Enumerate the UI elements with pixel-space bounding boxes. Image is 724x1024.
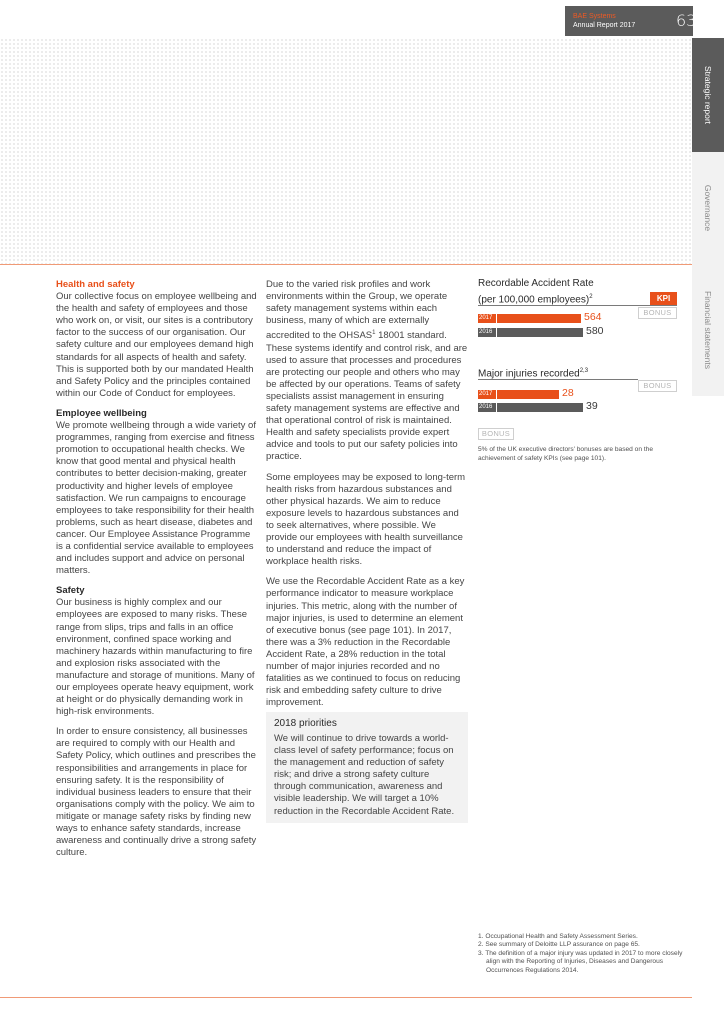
kpi-bonus-note: 5% of the UK executive directors' bonuses are based on the achievement of safety KPIs (see page 101). [478, 446, 653, 462]
safety-systems-text-a: Due to the varied risk profiles and work environments within the Group, we operate safety management systems within each business, many of which are externally accredited to the OHSAS [266, 279, 448, 342]
bottom-divider-rule [0, 997, 692, 998]
footnote-item: 1. Occupational Health and Safety Assessment Series. [478, 933, 638, 940]
accident-rate-paragraph: We use the Recordable Accident Rate as a key performance indicator to measure workplace injuries. This metric, along with the number of major injuries, is used to determine an element of executive bonus (see page 101). In 2017, there was a 3% reduction in the Recordable Accident Rate, a 28% reduction in the total number of major injuries recorded and no fatalities as we continued to focus on reducing risk and embedding safety culture to drive improvement. [266, 576, 465, 709]
safety-paragraph: Our business is highly complex and our employees are exposed to many risks. These range from slips, trips and falls in an office environment, confined space working and machinery hazards within manufacturing to fire and explosion risks associated with the manufacture and storage of munitions. Many of our employees operate heavy equipment, work at height or do physically demanding work in high-risk environments. [56, 597, 255, 718]
intro-paragraph: Our collective focus on employee wellbeing and the health and safety of employees and those who work on, or visit, our sites is a contributory factor to the success of our organisation. Our safety culture and our employees demand high standards for all aspects of health and safety. This is supported both by our mandated Health and Safety Policy and the principles contained within our Code of Conduct for employees. [56, 291, 257, 399]
tab-financial-statements-label: Financial statements [703, 291, 714, 369]
header-report-title: Annual Report 2017 [573, 22, 636, 29]
chart1-category-label: 2016 [478, 328, 496, 337]
chart2-bar [497, 390, 559, 399]
kpi-charts [478, 278, 678, 468]
bonus-badge-1: BONUS [638, 307, 677, 319]
chart1-bar [497, 314, 581, 323]
tab-governance-label: Governance [703, 184, 713, 232]
tab-strategic-report-label: Strategic report [703, 65, 713, 125]
chart1-category-label: 2017 [478, 314, 496, 323]
chart2-rule [478, 379, 638, 380]
column-middle [266, 279, 468, 717]
section-title-health-safety: Health and safety [56, 279, 135, 290]
chart1-title-line2: (per 100,000 employees) [478, 293, 590, 305]
chart1-title-line2-wrap [478, 291, 594, 307]
priorities-box [266, 712, 468, 823]
chart2-bar [497, 403, 583, 412]
chart1-bar-value: 564 [584, 311, 602, 323]
kpi-badge: KPI [650, 292, 677, 305]
chart1-title-sup: 2 [589, 293, 593, 300]
priorities-title: 2018 priorities [274, 718, 337, 729]
column-left [56, 279, 258, 867]
chart2-title-sup: 2,3 [579, 368, 589, 374]
bonus-badge-2: BONUS [638, 380, 677, 392]
chart1-title [478, 278, 594, 306]
wellbeing-paragraph: We promote wellbeing through a wide variety of programmes, ranging from exercise and fitness promotion to occupational health checks. We know that good mental and physical health contributes to better decision-making, greater productivity and higher levels of employee satisfaction. We run campaigns to encourage employees to take responsibility for their health problems, such as heart disease, diabetes and cancer. Our Employee Assistance Programme is a confidential service available to employees and includes support and advice on personal matters. [56, 420, 256, 577]
safety-systems-text-b: 18001 standard. These systems identify and control risk, and are used to assure that processes and procedures are protecting our people and others who may be affected by our operations. Teams of safety specialists assist management in ensuring safety management systems are effective and that operational control of risk is maintained. Health and safety specialists provide expert advice and tools to put our safety policies into practice. [266, 330, 468, 463]
chart2-bar-value: 28 [562, 387, 574, 399]
health-risks-paragraph: Some employees may be exposed to long-term health risks from hazardous substances and other physical hazards. We aim to reduce exposure levels to hazardous substances and to seek alternatives, where possible. We provide our employees with health surveillance to understand and reduce the impact of workplace health risks. [266, 471, 466, 568]
chart2-title-text: Major injuries recorded [478, 368, 580, 380]
chart2-bar-value: 39 [586, 400, 598, 412]
section-title-safety: Safety [56, 585, 85, 597]
header-box [565, 6, 693, 36]
priorities-text: We will continue to drive towards a world-class level of safety performance; focus on the management and reduction of safety risk; and drive a strong safety culture through communication, awareness and visible leadership. We will target a 10% reduction in the Recordable Accident Rate. [274, 733, 455, 817]
footnote-item: 3. The definition of a major injury was updated in 2017 to more closely align with the Reporting of Injuries, Diseases and Dangerous Occurrences Regulations 2014. [478, 949, 683, 974]
footnote-ref-1: 1 [372, 330, 376, 337]
chart2-category-label: 2017 [478, 390, 496, 399]
chart1-bar-value: 580 [586, 325, 604, 337]
bonus-badge-3: BONUS [478, 428, 514, 440]
divider-rule [0, 264, 724, 265]
chart1-bar [497, 328, 583, 337]
tab-governance[interactable] [692, 152, 724, 264]
header-company: BAE Systems [573, 13, 616, 20]
safety-systems-paragraph [266, 279, 468, 464]
chart1-title-line1: Recordable Accident Rate [478, 278, 594, 289]
section-title-employee-wellbeing: Employee wellbeing [56, 407, 147, 419]
footnotes [478, 933, 688, 975]
footnote-item: 2. See summary of Deloitte LLP assurance on page 65. [478, 941, 640, 949]
tab-strategic-report[interactable] [692, 38, 724, 152]
decorative-dot-band [0, 38, 692, 264]
tab-financial-statements[interactable] [692, 264, 724, 396]
consistency-paragraph: In order to ensure consistency, all businesses are required to comply with our Health and Safety Policy, which outlines and prescribes the responsibilities and arrangements in place for ensuring safety. It is the responsibility of individual business leaders to ensure that their organisations comply with the policy. We aim to mitigate or manage safety risks by finding new ways to enhance safety standards, increase awareness and continually drive a strong safety culture. [56, 726, 257, 859]
chart2-category-label: 2016 [478, 403, 496, 412]
chart1-rule [478, 305, 677, 306]
page-number: 63 [676, 11, 697, 30]
